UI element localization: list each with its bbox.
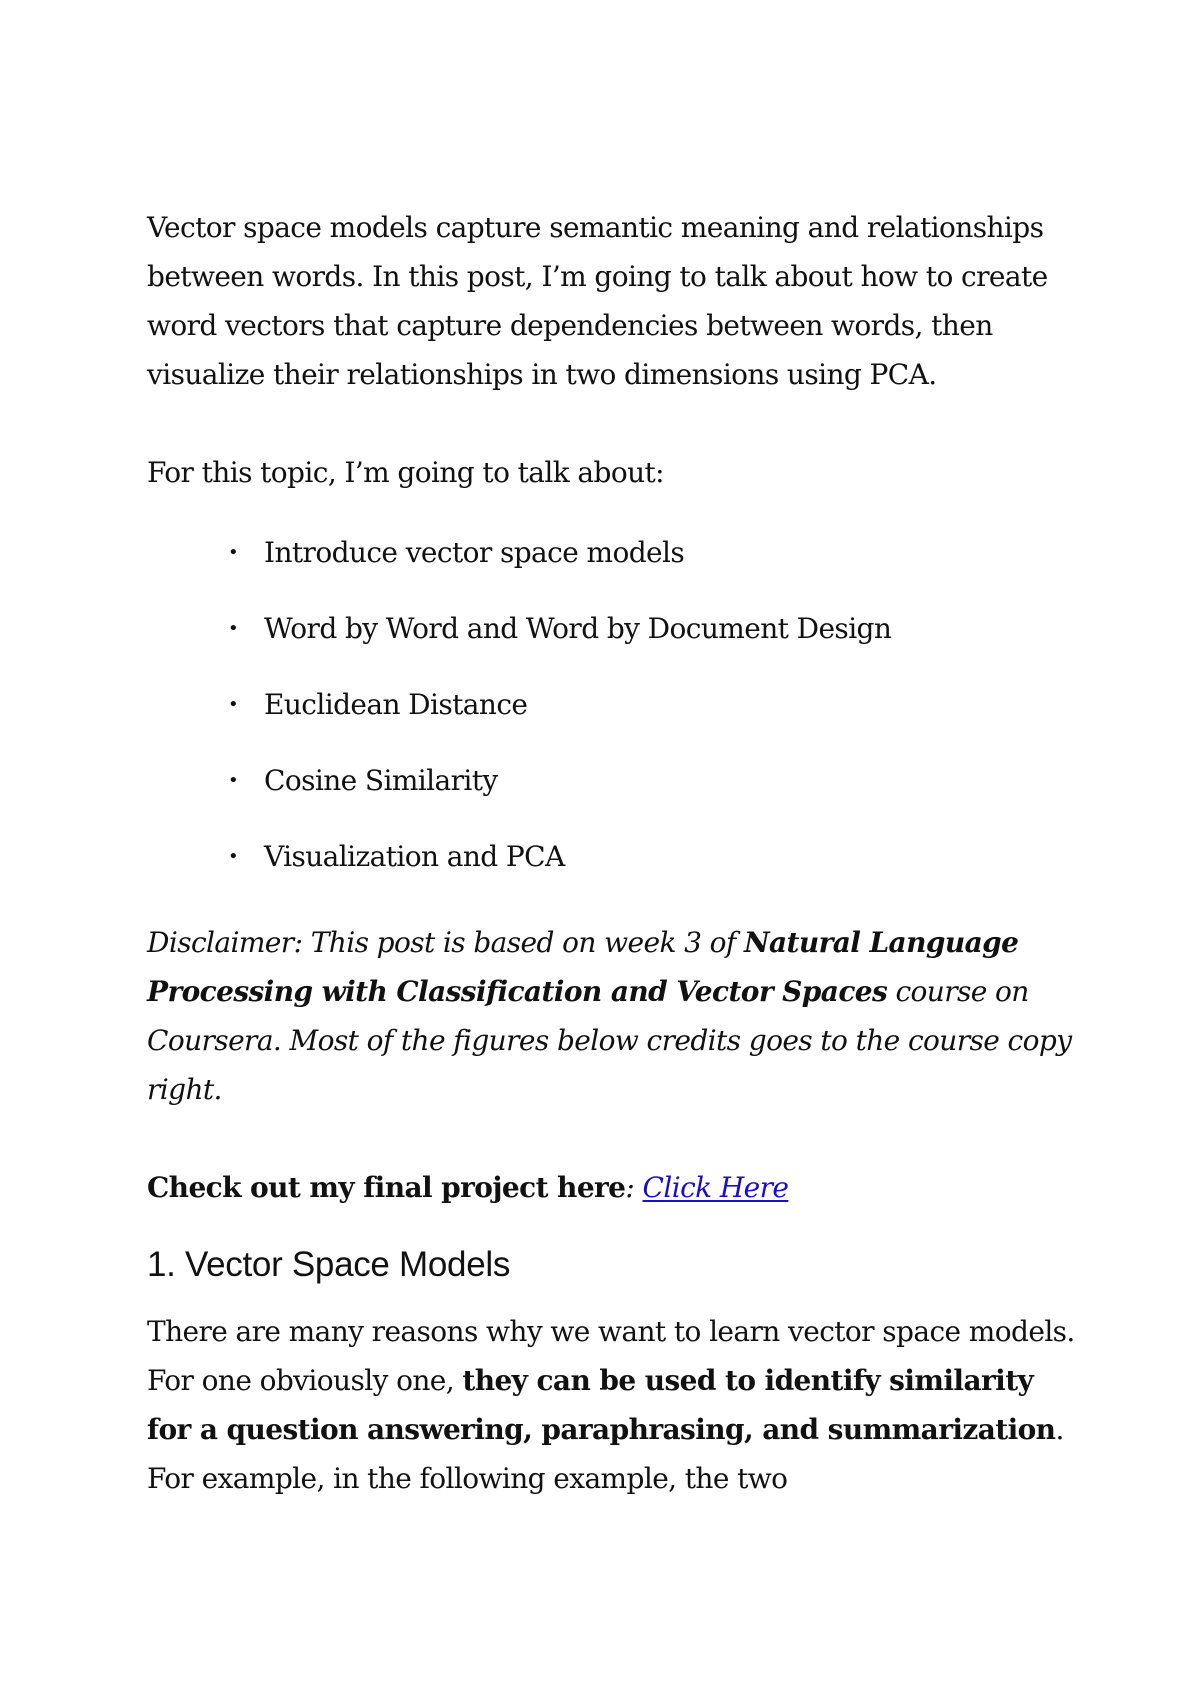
- section-text-before: There are many reasons why we want to learn vector space models. For one obviously one,: [147, 1315, 1075, 1397]
- course-title: Natural Language Processing with Classification and Vector Spaces: [147, 926, 1019, 1008]
- project-label: Check out my final project here: [147, 1171, 626, 1204]
- section-text-bold: they can be used to identify similarity for a question answering, paraphrasing, and summarization: [147, 1364, 1056, 1446]
- list-item-label: Cosine Similarity: [264, 764, 498, 797]
- list-item: [147, 760, 1077, 802]
- project-paragraph: [147, 1163, 1077, 1212]
- list-item: [147, 836, 1077, 878]
- list-item-label: Introduce vector space models: [264, 536, 685, 569]
- topics-list: [147, 532, 1077, 878]
- topics-lead-paragraph: For this topic, I’m going to talk about:: [147, 456, 664, 489]
- project-link[interactable]: Click Here: [642, 1171, 789, 1204]
- section-paragraph: [147, 1307, 1077, 1503]
- bullet-icon: •: [228, 846, 239, 867]
- disclaimer-suffix: course on Coursera. Most of the figures below credits goes to the course copy right.: [147, 975, 1072, 1106]
- section-heading: 1. Vector Space Models: [147, 1245, 511, 1284]
- list-item: [147, 532, 1077, 574]
- bullet-icon: •: [228, 770, 239, 791]
- list-item-label: Visualization and PCA: [264, 840, 565, 873]
- list-item-label: Euclidean Distance: [264, 688, 528, 721]
- intro-paragraph: Vector space models capture semantic meaning and relationships between words. In this post, I’m going to talk about how to create word vectors that capture dependencies between words, then visualize their relationships in two dimensions using PCA.: [147, 211, 1048, 391]
- disclaimer-paragraph: [147, 918, 1077, 1114]
- list-item: [147, 684, 1077, 726]
- section-text-after: . For example, in the following example, the two: [147, 1413, 1064, 1495]
- list-item: [147, 608, 1077, 650]
- bullet-icon: •: [228, 542, 239, 563]
- article-body: [147, 203, 1077, 1503]
- bullet-icon: •: [228, 618, 239, 639]
- disclaimer-prefix: Disclaimer: This post is based on week 3 of: [147, 926, 744, 959]
- project-separator: :: [625, 1171, 643, 1204]
- list-item-label: Word by Word and Word by Document Design: [264, 612, 892, 645]
- bullet-icon: •: [228, 694, 239, 715]
